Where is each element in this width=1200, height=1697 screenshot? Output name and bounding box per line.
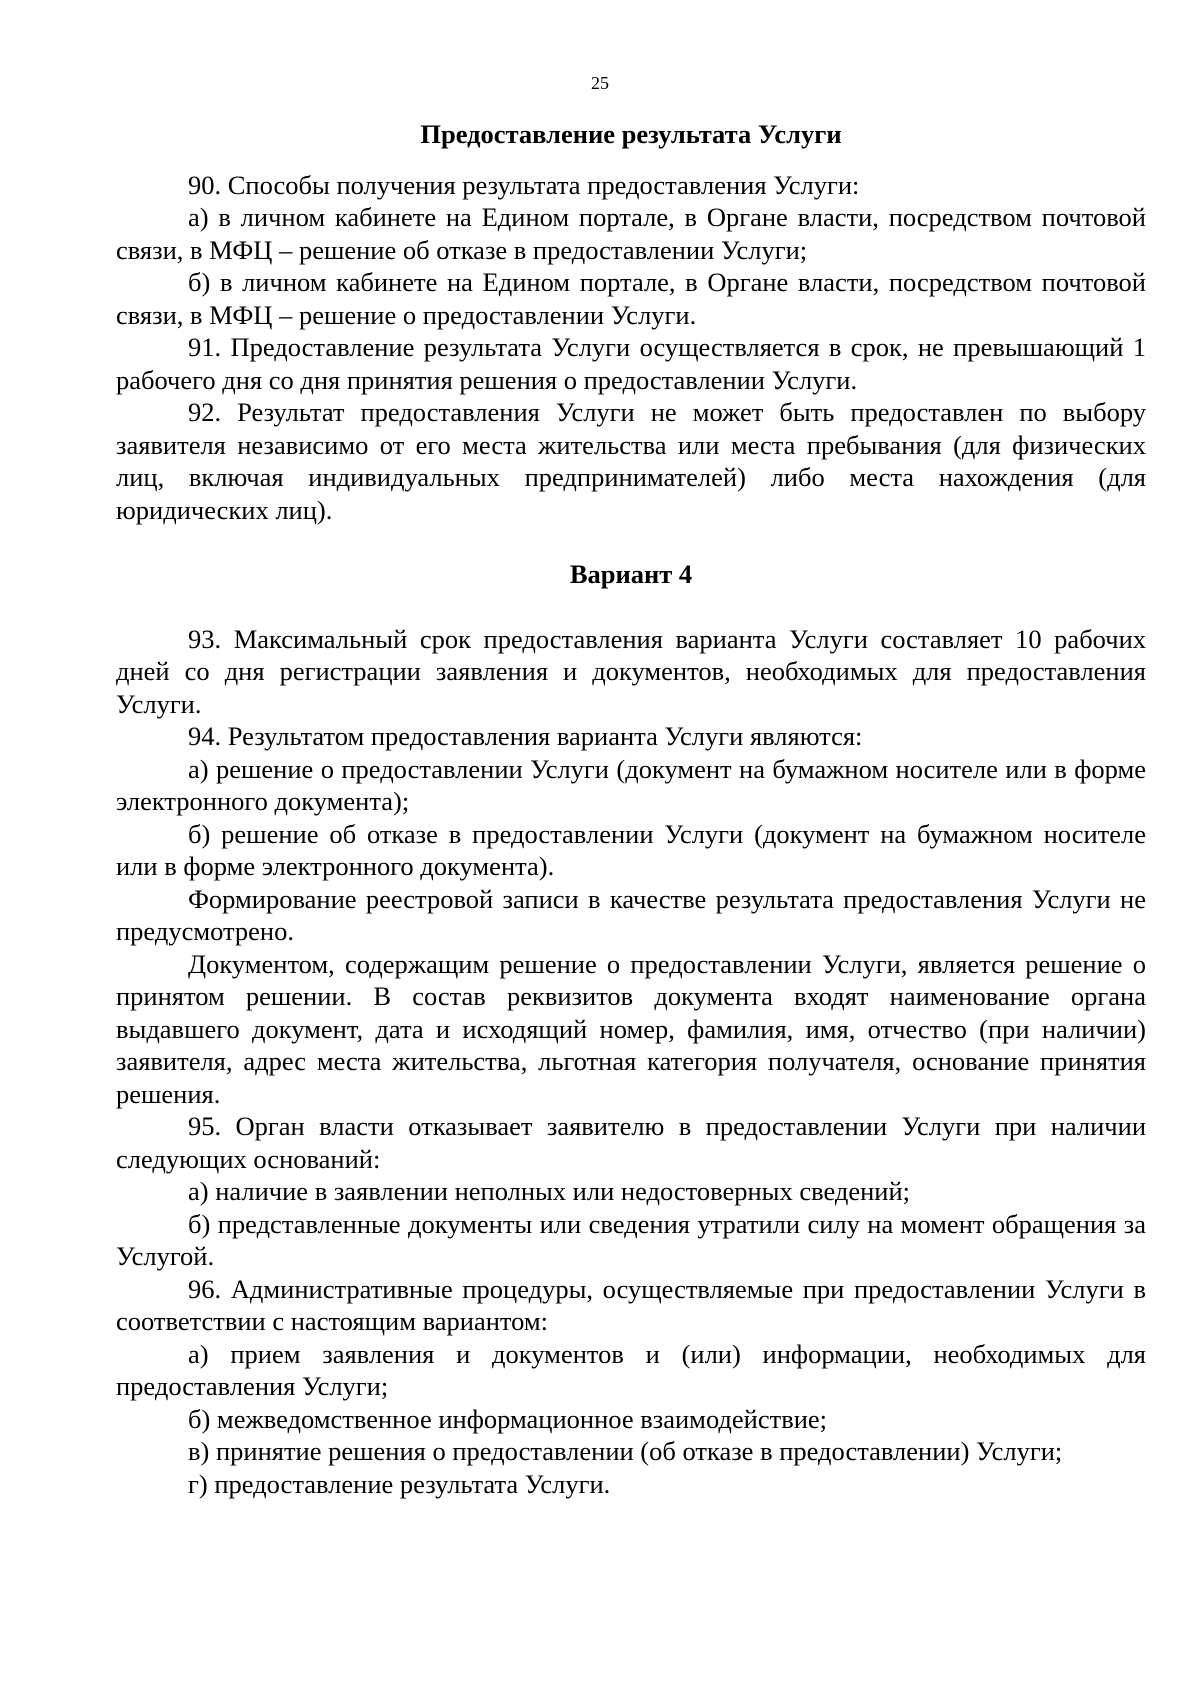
paragraph: а) в личном кабинете на Едином портале, в Органе власти, посредством почтовой связи, в МФЦ – решение об отказе в предоставлении Услуги; (116, 202, 1146, 265)
paragraph: Документом, содержащим решение о предоставлении Услуги, является решение о принятом решении. В состав реквизитов документа входят наименование органа выдавшего документ, дата и исходящий номер, фамилия, имя, отчество (при наличии) заявителя, адрес места жительства, льготная категория получателя, основание принятия решения. (116, 948, 1146, 1109)
paragraph: 95. Орган власти отказывает заявителю в предоставлении Услуги при наличии следующих оснований: (116, 1111, 1146, 1174)
paragraph: 96. Административные процедуры, осуществляемые при предоставлении Услуги в соответствии с настоящим вариантом: (116, 1273, 1146, 1336)
page-number: 25 (591, 73, 609, 93)
section-heading-variant-4: Вариант 4 (569, 559, 693, 589)
paragraph: г) предоставление результата Услуги. (188, 1468, 611, 1499)
paragraph: 92. Результат предоставления Услуги не может быть предоставлен по выбору заявителя независимо от его места жительства или места пребывания (для физических лиц, включая индивидуальных предпринимателей) либо места нахождения (для юридических лиц). (116, 397, 1146, 525)
paragraph: а) наличие в заявлении неполных или недостоверных сведений; (188, 1176, 911, 1206)
paragraph: Формирование реестровой записи в качестве результата предоставления Услуги не предусмотрено. (116, 883, 1146, 946)
paragraph: 93. Максимальный срок предоставления варианта Услуги составляет 10 рабочих дней со дня регистрации заявления и документов, необходимых для предоставления Услуги. (116, 623, 1146, 719)
document-body (116, 118, 1146, 1500)
section-variant-4-body (116, 623, 1146, 1501)
paragraph: а) решение о предоставлении Услуги (документ на бумажном носителе или в форме электронного документа); (116, 753, 1146, 816)
paragraph: б) решение об отказе в предоставлении Услуги (документ на бумажном носителе или в форме электронного документа). (116, 818, 1146, 881)
section-result-body (116, 169, 1146, 527)
paragraph: а) прием заявления и документов и (или) информации, необходимых для предоставления Услуги; (116, 1338, 1146, 1401)
paragraph: б) межведомственное информационное взаимодействие; (188, 1403, 828, 1434)
paragraph: б) представленные документы или сведения утратили силу на момент обращения за Услугой. (116, 1208, 1146, 1271)
paragraph: 90. Способы получения результата предоставления Услуги: (188, 169, 860, 200)
section-heading-result: Предоставление результата Услуги (420, 119, 842, 149)
paragraph: 91. Предоставление результата Услуги осуществляется в срок, не превышающий 1 рабочего дня со дня принятия решения о предоставлении Услуги. (116, 332, 1146, 395)
paragraph: б) в личном кабинете на Едином портале, в Органе власти, посредством почтовой связи, в МФЦ – решение о предоставлении Услуги. (116, 267, 1146, 330)
paragraph: 94. Результатом предоставления варианта Услуги являются: (188, 721, 863, 751)
paragraph: в) принятие решения о предоставлении (об отказе в предоставлении) Услуги; (188, 1436, 1063, 1466)
